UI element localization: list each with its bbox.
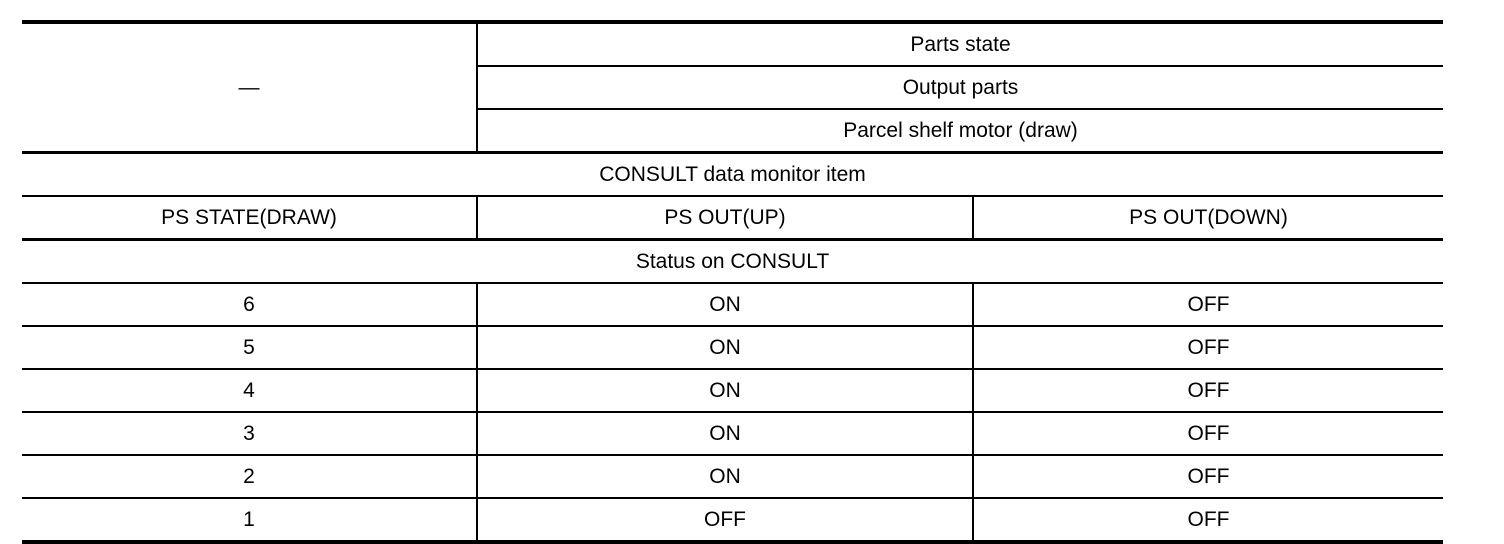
table-row	[22, 283, 1443, 326]
column-header-row	[22, 196, 1443, 240]
parcel-shelf-motor-header: Parcel shelf motor (draw)	[477, 109, 1443, 153]
ps-state-cell: 6	[22, 283, 477, 326]
table-row	[22, 455, 1443, 498]
ps-out-up-cell: ON	[477, 326, 973, 369]
ps-out-down-cell: OFF	[1187, 507, 1230, 531]
ps-out-down-cell: OFF	[973, 412, 1443, 455]
column-header-ps-state: PS STATE(DRAW)	[22, 196, 477, 240]
ps-out-up-cell: ON	[477, 369, 973, 412]
ps-state-cell: 2	[22, 455, 477, 498]
table-row	[22, 326, 1443, 369]
column-header-ps-out-up: PS OUT(UP)	[477, 196, 973, 240]
ps-state-cell: 5	[22, 326, 477, 369]
table-row	[22, 412, 1443, 455]
ps-state-cell: 4	[22, 369, 477, 412]
parts-state-header: Parts state	[477, 22, 1443, 66]
table-row	[22, 498, 1443, 542]
ps-state-cell: 3	[22, 412, 477, 455]
ps-out-up-cell: ON	[477, 283, 973, 326]
ps-out-down-cell: OFF	[973, 455, 1443, 498]
monitor-item-header: CONSULT data monitor item	[22, 153, 1443, 197]
column-header-ps-out-down: PS OUT(DOWN)	[973, 196, 1443, 240]
status-label-row	[22, 240, 1443, 284]
parcel-shelf-status-table	[22, 20, 1443, 544]
ps-out-up-cell: OFF	[477, 498, 973, 542]
status-on-consult-header: Status on CONSULT	[22, 240, 1443, 284]
corner-cell: —	[22, 22, 477, 153]
ps-state-cell: 1	[22, 498, 477, 542]
monitor-item-row	[22, 153, 1443, 197]
ps-out-up-cell: ON	[477, 455, 973, 498]
table-row	[22, 369, 1443, 412]
ps-out-down-cell: OFF	[973, 326, 1443, 369]
ps-out-down-cell: OFF	[973, 369, 1443, 412]
ps-out-down-cell: OFF	[973, 283, 1443, 326]
output-parts-header: Output parts	[477, 66, 1443, 109]
header-row-parts-state	[22, 22, 1443, 66]
ps-out-up-cell: ON	[477, 412, 973, 455]
